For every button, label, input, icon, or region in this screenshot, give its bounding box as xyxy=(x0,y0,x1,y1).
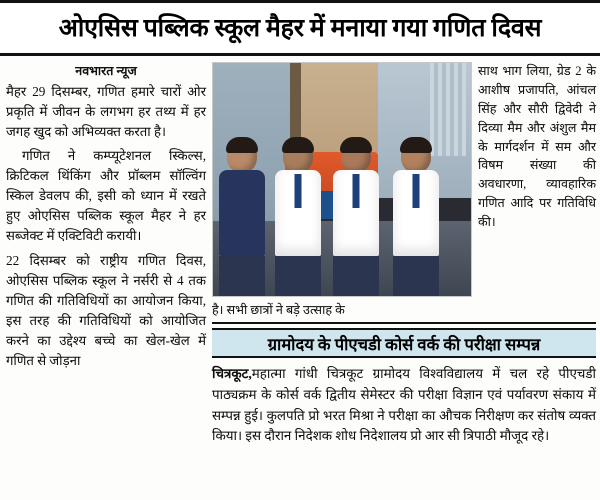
masthead xyxy=(0,0,600,56)
second-story-body xyxy=(212,364,596,447)
paragraph xyxy=(212,364,596,447)
student-figure xyxy=(333,139,379,296)
student-figure xyxy=(219,139,265,296)
page-title: ओएसिस पब्लिक स्कूल मैहर में मनाया गया गणित दिवस xyxy=(58,14,542,42)
student-figure xyxy=(393,139,439,296)
paragraph: साथ भाग लिया, ग्रेड 2 के आशीष प्रजापति, आंचल सिंह और सौरी द्विवेदी ने दिव्या मैम और अंशुल मैम के मार्गदर्शन में सम और विषम संख्या की अवधारणा, व्यावहारिक गणित आदि पर गतिविधि की। xyxy=(478,64,596,230)
left-column xyxy=(6,62,206,375)
second-story-text: महात्मा गांधी चित्रकूट ग्रामोदय विश्वविद्यालय में चल रहे पीएचडी पाठ्यक्रम के कोर्स वर्क द्वितीय सेमेस्टर की परीक्षा विज्ञान एवं पर्यावरण संकाय में सम्पन्न हुई। कुलपति प्रो भरत मिश्रा ने परीक्षा का औचक निरीक्षण कर संतोष व्यक्त किया। इस दौरान निदेशक शोध निदेशालय प्रो आर सी त्रिपाठी मौजूद रहे। xyxy=(212,366,596,444)
photo-caption: है। सभी छात्रों ने बड़े उत्साह के xyxy=(212,303,345,317)
kicker: नवभारत न्यूज xyxy=(75,64,137,78)
second-story-headline: ग्रामोदय के पीएचडी कोर्स वर्क की परीक्षा सम्पन्न xyxy=(267,334,541,354)
second-story-headline-bar xyxy=(212,328,596,358)
student-figure xyxy=(275,139,321,296)
students-group-photo xyxy=(212,62,472,297)
middle-column xyxy=(212,62,472,319)
right-column xyxy=(478,62,596,236)
paragraph: मैहर 29 दिसम्बर, गणित हमारे चारों ओर प्रकृति में जीवन के लगभग हर तथ्य में हर जगह खुद को अभिव्यक्त करता है। xyxy=(6,84,206,140)
paragraph: गणित ने कम्प्यूटेशनल स्किल्स, क्रिटिकल थिंकिंग और प्रॉब्लम सॉल्विंग स्किल डेवलप की, इसी को ध्यान में रखते हुए ओएसिस पब्लिक स्कूल मैहर ने हर सब्जेक्ट में एक्टिविटी करायी। xyxy=(6,148,206,244)
section-divider xyxy=(212,322,596,324)
paragraph: 22 दिसम्बर को राष्ट्रीय गणित दिवस, ओएसिस पब्लिक स्कूल ने नर्सरी से 4 तक गणित की गतिविधियों का आयोजन किया, इस तरह की गतिविधियों को आयोजित करने का उद्देश्य बच्चे का खेल-खेल में गणित से जोड़ना xyxy=(6,252,206,368)
dateline: चित्रकूट, xyxy=(212,366,252,381)
